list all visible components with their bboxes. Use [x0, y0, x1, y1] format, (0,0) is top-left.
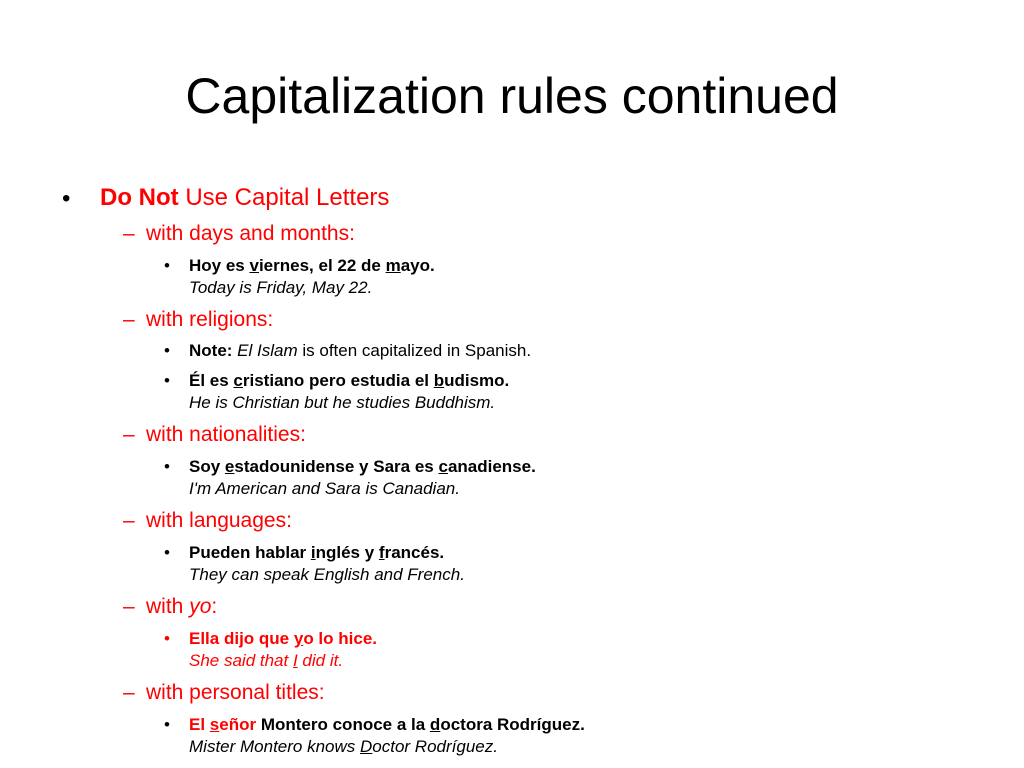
dash-glyph: – — [123, 423, 135, 446]
bullet-glyph: • — [164, 341, 170, 360]
bullet-glyph: • — [164, 715, 170, 734]
slide-title: Capitalization rules continued — [185, 68, 839, 124]
section-label-languages: with languages: — [146, 509, 292, 532]
bullet-glyph: • — [164, 371, 170, 390]
note-islam: Note: El Islam is often capitalized in Spanish. — [189, 341, 532, 360]
example-spanish-religions: Él es cristiano pero estudia el budismo. — [189, 371, 510, 390]
section-label-personal-titles: with personal titles: — [146, 681, 325, 704]
example-spanish-titles: El señor Montero conoce a la doctora Rodríguez. — [189, 715, 585, 734]
example-spanish-languages: Pueden hablar inglés y francés. — [189, 543, 445, 562]
example-english-languages: They can speak English and French. — [189, 565, 465, 584]
example-spanish-yo: Ella dijo que yo lo hice. — [189, 629, 378, 648]
example-english-yo: She said that I did it. — [189, 651, 344, 670]
main-bullet-text: Do Not Use Capital Letters — [100, 184, 390, 211]
example-english-nationalities: I'm American and Sara is Canadian. — [189, 479, 460, 498]
example-spanish-days: Hoy es viernes, el 22 de mayo. — [189, 256, 435, 275]
dash-glyph: – — [123, 595, 135, 618]
bullet-glyph: • — [164, 629, 170, 648]
dash-glyph: – — [123, 681, 135, 704]
bullet-glyph: • — [164, 457, 170, 476]
example-spanish-nationalities: Soy estadounidense y Sara es canadiense. — [189, 457, 536, 476]
bullet-glyph: • — [164, 543, 170, 562]
do-not-emphasis: Do Not — [100, 184, 179, 211]
example-english-titles: Mister Montero knows Doctor Rodríguez. — [189, 737, 498, 756]
dash-glyph: – — [123, 509, 135, 532]
bullet-glyph: • — [164, 256, 170, 275]
section-label-yo: with yo: — [146, 595, 218, 618]
example-english-religions: He is Christian but he studies Buddhism. — [189, 393, 496, 412]
section-label-nationalities: with nationalities: — [146, 423, 306, 446]
dash-glyph: – — [123, 308, 135, 331]
section-label-days-months: with days and months: — [146, 222, 355, 245]
example-english-days: Today is Friday, May 22. — [189, 278, 373, 297]
dash-glyph: – — [123, 222, 135, 245]
bullet-glyph: • — [62, 185, 71, 212]
section-label-religions: with religions: — [146, 308, 274, 331]
